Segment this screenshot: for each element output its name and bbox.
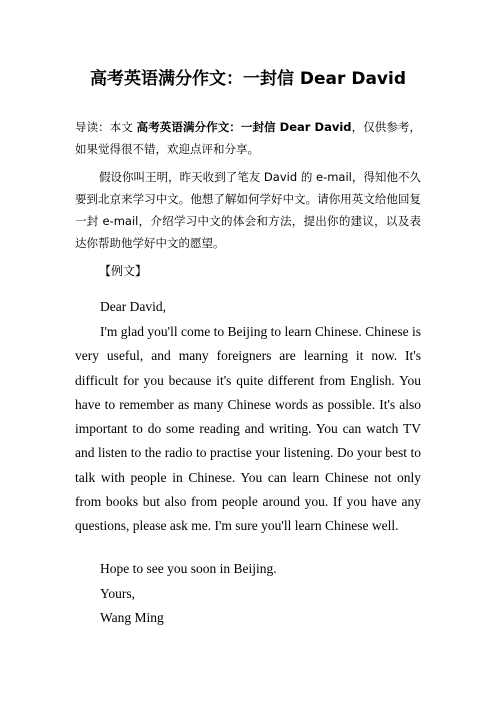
lead-suffix: ，仅供参考，如果觉得很不错，欢迎点评和分享。: [75, 120, 422, 156]
letter-greeting: Dear David,: [100, 299, 166, 314]
lead-prefix: 导读：本文: [75, 120, 137, 134]
letter-body: I'm glad you'll come to Beijing to learn Chinese. Chinese is very useful, and many foreigners are learning it now. It's difficult for you because it's quite different from English. You have to remember as many Chinese words as possible. It's also important to do some reading and writing. You can watch TV and listen to the radio to practise your listening. Do your best to talk with people in Chinese. You can learn Chinese not only from books but also from people around you. If you have any questions, please ask me. I'm sure you'll learn Chinese well.: [75, 324, 421, 534]
sample-label: 【例文】: [99, 264, 148, 278]
letter-hope-line: Hope to see you soon in Beijing.: [100, 561, 277, 576]
document-title: 高考英语满分作文：一封信 Dear David: [90, 69, 406, 89]
lead-paragraph: [75, 116, 421, 160]
task-description: 假设你叫王明，昨天收到了笔友 David 的 e-mail，得知他不久要到北京来学习中文。他想了解如何学好中文。请你用英文给他回复一封 e-mail，介绍学习中文的体会和方法，提出你的建议，以及表达你帮助他学好中文的愿望。: [75, 170, 421, 250]
letter-closing: Yours,: [100, 586, 136, 601]
letter-signature: Wang Ming: [100, 610, 164, 625]
lead-title-ref: 高考英语满分作文：一封信 Dear David: [136, 120, 352, 134]
